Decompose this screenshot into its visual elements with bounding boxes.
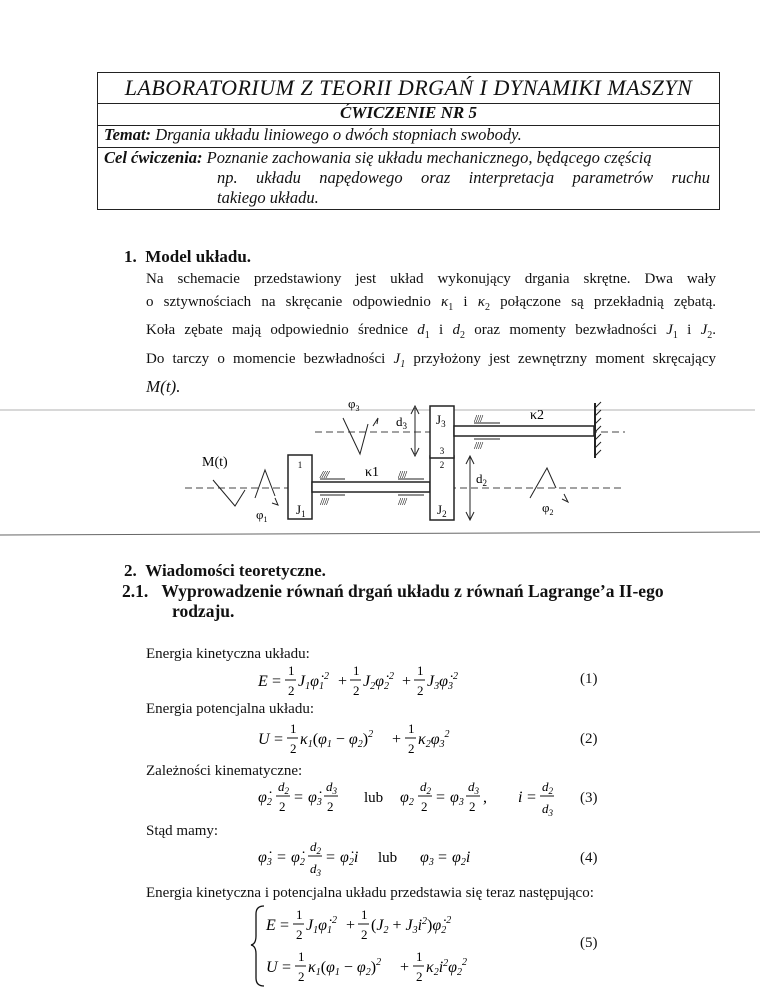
goal-line-3: takiego układu.: [217, 188, 319, 207]
section-1-title: Model układu.: [145, 247, 252, 266]
eq-text: 2: [416, 969, 423, 984]
eq-text: 2: [279, 799, 286, 814]
equation-2: [250, 718, 480, 760]
eq-text: $(J2 + J3i^2)\varphi̇2^2$: [371, 915, 452, 936]
eq-text: 2: [327, 799, 334, 814]
d3-label: $d_3$: [396, 414, 407, 431]
eq-text: =: [272, 673, 282, 690]
topic-line: [104, 125, 522, 145]
eq-text: 1: [288, 663, 295, 678]
eq-text: +: [402, 673, 412, 690]
eq-text: =: [438, 849, 448, 866]
eq-text: φ3: [420, 849, 434, 868]
moment-symbol: M(t).: [146, 377, 181, 396]
eq-text: 1: [296, 907, 303, 922]
hatch: ////: [474, 413, 483, 425]
eq-text: =: [326, 849, 336, 866]
energy-both-label: Energia kinetyczna i potencjalna układu przedstawia się teraz następująco:: [146, 885, 594, 901]
para-text: przyłożony jest zewnętrzny moment skręcający: [413, 350, 716, 367]
system-diagram: [0, 388, 760, 538]
eq-number-3: (3): [580, 790, 598, 806]
topic-label: Temat:: [104, 125, 152, 144]
num-label: 2: [439, 460, 445, 470]
hence-label: Stąd mamy:: [146, 823, 219, 839]
shaft-1: [312, 482, 430, 492]
eq-text: $\kappa 1(\varphi 1 - \varphi 2)^2$: [308, 957, 382, 978]
eq-text: +: [338, 673, 348, 690]
para-text: o sztywnościach na skręcanie odpowiednio: [146, 293, 431, 310]
eq-text: φ̇3: [308, 789, 322, 808]
subsection-number: 2.1.: [122, 581, 149, 601]
equation-5: [250, 902, 510, 990]
eq-text: φ̇2: [258, 789, 272, 808]
equation-4: [250, 836, 510, 884]
hatch: ////: [320, 469, 329, 481]
phi1-sketch: [255, 470, 275, 498]
phi1-label: $\varphi_1$: [256, 507, 268, 524]
phi2-arrow: [562, 494, 568, 502]
section-2-title: Wiadomości teoretyczne.: [145, 561, 326, 580]
para-line: Na schemacie przedstawiony jest układ wykonujący drgania skrętne. Dwa wały: [146, 271, 716, 287]
eq-text: =: [280, 917, 290, 934]
subsection-title-2: rodzaju.: [172, 601, 235, 621]
eq-text: $d_3$: [468, 779, 479, 796]
eq-text: U: [258, 731, 270, 748]
eq-text: $d_2$: [420, 779, 431, 796]
moment-label: M(t): [202, 455, 228, 470]
topic-text: Drgania układu liniowego o dwóch stopniach swobody.: [155, 125, 522, 144]
lub-text: lub: [364, 790, 384, 806]
eq-text: 2: [421, 799, 428, 814]
eq-number-5: (5): [580, 935, 598, 951]
para-text: Do tarczy o momencie bezwładności: [146, 350, 386, 367]
potential-energy-label: Energia potencjalna układu:: [146, 701, 314, 717]
eq-text: 1: [408, 721, 415, 736]
eq-number-4: (4): [580, 850, 598, 866]
eq-text: φ̇2: [291, 849, 305, 868]
eq-text: +: [392, 731, 402, 748]
phi3-label: $\varphi_3$: [348, 396, 360, 413]
eq-text: i: [518, 789, 523, 806]
lub-text: lub: [378, 850, 398, 866]
kinetic-energy-label: Energia kinetyczna układu:: [146, 646, 310, 662]
shaft-2: [454, 426, 594, 436]
eq-text: 2: [469, 799, 476, 814]
j1-label: $J_1$: [296, 502, 306, 519]
goal-label: Cel ćwiczenia:: [104, 148, 203, 167]
kinematics-label: Zależności kinematyczne:: [146, 763, 303, 779]
lab-title: LABORATORIUM Z TEORII DRGAŃ I DYNAMIKI MASZYN: [124, 75, 693, 100]
section-1-number: 1.: [124, 247, 137, 266]
section-1-heading: [124, 247, 251, 267]
eq-text: 2: [417, 683, 424, 698]
equation-1: [250, 660, 470, 702]
eq-text: =: [527, 789, 537, 806]
eq-text: $\kappa 2i^2\varphi 2^2$: [426, 957, 467, 978]
eq-text: φ̇3: [258, 849, 272, 868]
eq-text: $d_2$: [542, 779, 553, 796]
eq-text: E: [258, 673, 268, 690]
section-1-paragraph: [146, 268, 716, 399]
num-label: 1: [297, 460, 303, 470]
eq-text: U: [266, 959, 278, 976]
eq-text: φ2i: [452, 849, 471, 868]
moment-sketch: [213, 480, 245, 506]
subsection-title-1: Wyprowadzenie równań drgań układu z równań Lagrange’a II-ego: [161, 581, 664, 601]
eq-text: +: [346, 917, 356, 934]
eq-text: 1: [361, 907, 368, 922]
num-label: 3: [439, 446, 445, 456]
eq-text: φ2: [400, 789, 414, 808]
para-line: Koła zębate mają odpowiednio średnice $d_1$ i $d_2$ oraz momenty bezwładności $J_1$ i $J_2$.: [146, 322, 717, 341]
subsection-heading: [122, 581, 664, 602]
phi2-sketch: [530, 468, 556, 498]
kappa2-label: κ2: [530, 408, 545, 423]
para-text: Koła zębate mają odpowiednio średnice: [146, 322, 408, 338]
eq-text: +: [400, 959, 410, 976]
section-2-number: 2.: [124, 561, 137, 580]
para-text: połączone są przekładnią zębatą.: [500, 293, 717, 310]
hatch: ////: [320, 496, 329, 508]
eq-text: $J1\varphi̇1^2$: [298, 671, 329, 692]
d2-label: $d_2$: [476, 471, 487, 488]
para-text: oraz momenty bezwładności: [474, 322, 657, 338]
j2-label: $J_2$: [437, 502, 447, 519]
eq-text: ,: [483, 789, 487, 806]
eq-text: =: [282, 959, 292, 976]
eq-text: 2: [288, 683, 295, 698]
phi1-arrow: [272, 498, 278, 505]
header-box: [97, 72, 720, 210]
eq-text: 1: [353, 663, 360, 678]
goal-line-1: Poznanie zachowania się układu mechanicznego, będącego częścią: [206, 148, 652, 167]
eq-text: $\kappa 1(\varphi 1 - \varphi 2)^2$: [300, 729, 374, 750]
hatch: ////: [398, 469, 407, 481]
eq-text: =: [274, 731, 284, 748]
eq-text: $J2\varphi̇2^2$: [363, 671, 394, 692]
eq-text: 1: [298, 949, 305, 964]
eq-text: 2: [408, 741, 415, 756]
eq-text: 1: [417, 663, 424, 678]
eq-text: 1: [416, 949, 423, 964]
exercise-number: ĆWICZENIE NR 5: [340, 103, 477, 122]
goal-line-2: np. układu napędowego oraz interpretacja parametrów ruchu: [217, 168, 710, 187]
eq-text: $\kappa 2\varphi 3^2$: [418, 729, 450, 750]
eq-text: $d_3$: [310, 861, 321, 878]
eq-text: 2: [296, 927, 303, 942]
para-line: o sztywnościach na skręcanie odpowiednio $\kappa_1$ i $\kappa_2$ połączone są przekładnią zębatą.: [146, 293, 717, 313]
phi3-arrow: [373, 418, 378, 426]
eq-text: 2: [298, 969, 305, 984]
eq-text: 2: [290, 741, 297, 756]
eq-text: $d_2$: [278, 779, 289, 796]
eq-text: =: [436, 789, 446, 806]
eq-text: $d_2$: [310, 839, 321, 856]
eq-text: $J1\varphi̇1^2$: [306, 915, 337, 936]
phi2-label: $\varphi_2$: [542, 500, 554, 517]
eq-text: $J3\varphi̇3^2$: [427, 671, 458, 692]
scan-line: [0, 532, 760, 535]
eq-text: 2: [353, 683, 360, 698]
eq-text: E: [266, 917, 276, 934]
j3-label: $J_3$: [436, 412, 446, 429]
equation-3: [250, 776, 570, 824]
eq-text: φ3: [450, 789, 464, 808]
eq-text: $d_3$: [326, 779, 337, 796]
goal-block: [104, 148, 710, 208]
eq-text: =: [294, 789, 304, 806]
eq-number-1: (1): [580, 671, 598, 687]
brace: [251, 906, 264, 986]
phi3-sketch: [343, 418, 368, 454]
kappa1-label: κ1: [365, 465, 380, 480]
eq-text: 1: [290, 721, 297, 736]
eq-text: 2: [361, 927, 368, 942]
para-line: Do tarczy o momencie bezwładności $J_1$ przyłożony jest zewnętrzny moment skręcający: [146, 350, 716, 370]
eq-number-2: (2): [580, 731, 598, 747]
hatch: ////: [474, 440, 483, 452]
section-2-heading: [124, 561, 326, 581]
eq-text: $d_3$: [542, 801, 553, 818]
hatch: ////: [398, 496, 407, 508]
eq-text: =: [277, 849, 287, 866]
eq-text: φ̇2i: [340, 849, 359, 868]
